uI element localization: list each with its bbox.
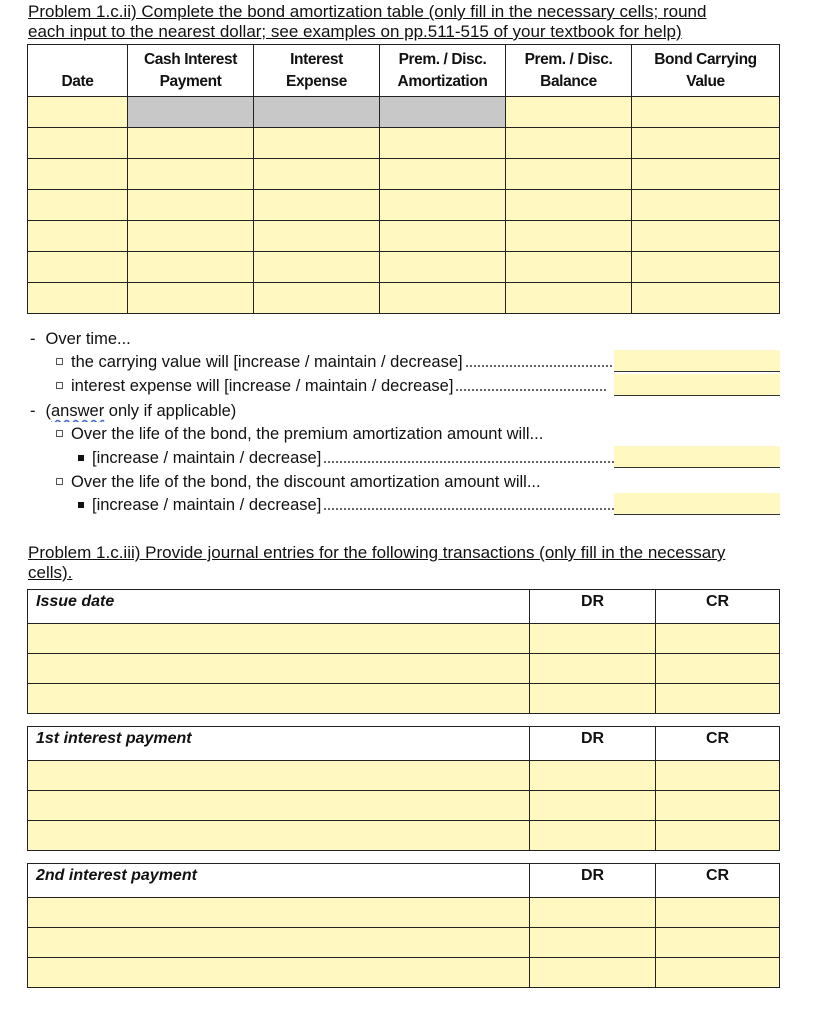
over-time-line: - Over time...: [30, 330, 131, 348]
account-cell[interactable]: [28, 958, 530, 988]
table-row: [28, 221, 780, 252]
account-cell[interactable]: [28, 624, 530, 654]
dr-header: DR: [530, 864, 656, 898]
journal-label: 2nd interest payment: [28, 864, 530, 898]
premium-options: [increase / maintain / decrease]: [78, 447, 618, 469]
cr-cell[interactable]: [656, 761, 780, 791]
input-cell[interactable]: [380, 283, 506, 314]
input-cell[interactable]: [632, 190, 780, 221]
journal-header-row: [28, 590, 780, 624]
input-cell[interactable]: [128, 190, 254, 221]
table-row: [28, 821, 780, 851]
input-cell[interactable]: [632, 159, 780, 190]
header-bond-carrying-value: Bond Carrying Value: [632, 45, 780, 97]
table-row: [28, 791, 780, 821]
premium-question: Over the life of the bond, the premium amortization amount will...: [56, 423, 543, 445]
journal-issue-date: [27, 589, 780, 714]
input-cell[interactable]: [28, 252, 128, 283]
input-cell[interactable]: [380, 128, 506, 159]
input-cell[interactable]: [506, 159, 632, 190]
cr-header: CR: [656, 864, 780, 898]
account-cell[interactable]: [28, 791, 530, 821]
cr-header: CR: [656, 727, 780, 761]
input-cell[interactable]: [380, 190, 506, 221]
problem-ii-title: Problem 1.c.ii) Complete the bond amortization table (only fill in the necessary cells; round each input to the nearest dollar; see examples on pp.511-515 of your textbook for help): [28, 2, 707, 41]
input-cell[interactable]: [254, 159, 380, 190]
cr-cell[interactable]: [656, 791, 780, 821]
discount-question: Over the life of the bond, the discount amortization amount will...: [56, 471, 541, 493]
disabled-cell: [380, 97, 506, 128]
cr-cell[interactable]: [656, 624, 780, 654]
input-cell[interactable]: [254, 190, 380, 221]
cr-cell[interactable]: [656, 958, 780, 988]
input-cell[interactable]: [28, 221, 128, 252]
answer-if-applicable-line: - (answer only if applicable): [30, 402, 237, 420]
square-bullet-icon: [56, 430, 63, 437]
header-cash-interest-payment: Cash Interest Payment: [128, 45, 254, 97]
account-cell[interactable]: [28, 928, 530, 958]
table-row: [28, 654, 780, 684]
input-cell[interactable]: [632, 221, 780, 252]
table-row: [28, 128, 780, 159]
table-row: [28, 159, 780, 190]
header-interest-expense: Interest Expense: [254, 45, 380, 97]
input-cell[interactable]: [128, 221, 254, 252]
filled-bullet-icon: [78, 502, 84, 508]
cr-header: CR: [656, 590, 780, 624]
dr-cell[interactable]: [530, 654, 656, 684]
journal-header-row: [28, 727, 780, 761]
account-cell[interactable]: [28, 654, 530, 684]
input-cell[interactable]: [28, 97, 128, 128]
account-cell[interactable]: [28, 898, 530, 928]
input-cell[interactable]: [254, 252, 380, 283]
dr-cell[interactable]: [530, 958, 656, 988]
header-date: Date: [28, 45, 128, 97]
dr-cell[interactable]: [530, 684, 656, 714]
table-row: [28, 252, 780, 283]
input-cell[interactable]: [28, 128, 128, 159]
cr-cell[interactable]: [656, 821, 780, 851]
input-cell[interactable]: [254, 283, 380, 314]
problem-iii-title: Problem 1.c.iii) Provide journal entries for the following transactions (only fill in the necessary cells).: [28, 543, 726, 582]
input-cell[interactable]: [28, 283, 128, 314]
table-row: [28, 97, 780, 128]
cr-cell[interactable]: [656, 928, 780, 958]
input-cell[interactable]: [380, 221, 506, 252]
input-cell[interactable]: [632, 252, 780, 283]
dr-cell[interactable]: [530, 624, 656, 654]
input-cell[interactable]: [28, 159, 128, 190]
dr-cell[interactable]: [530, 898, 656, 928]
journal-label: Issue date: [28, 590, 530, 624]
input-cell[interactable]: [506, 283, 632, 314]
table-row: [28, 958, 780, 988]
carrying-value-question: the carrying value will [increase / maintain / decrease]: [56, 351, 616, 373]
table-row: [28, 283, 780, 314]
input-cell[interactable]: [128, 159, 254, 190]
input-cell[interactable]: [506, 221, 632, 252]
input-cell[interactable]: [380, 159, 506, 190]
table-row: [28, 761, 780, 791]
table-row: [28, 928, 780, 958]
square-bullet-icon: [56, 478, 63, 485]
input-cell[interactable]: [632, 283, 780, 314]
journal-second-payment: [27, 863, 780, 988]
header-amortization: Prem. / Disc. Amortization: [380, 45, 506, 97]
dr-cell[interactable]: [530, 928, 656, 958]
account-cell[interactable]: [28, 761, 530, 791]
input-cell[interactable]: [128, 128, 254, 159]
journal-first-payment: [27, 726, 780, 851]
input-cell[interactable]: [254, 221, 380, 252]
dr-header: DR: [530, 590, 656, 624]
input-cell[interactable]: [128, 283, 254, 314]
input-cell[interactable]: [506, 97, 632, 128]
discount-options: [increase / maintain / decrease]: [78, 494, 618, 516]
account-cell[interactable]: [28, 684, 530, 714]
disabled-cell: [128, 97, 254, 128]
table-row: [28, 684, 780, 714]
journal-header-row: [28, 864, 780, 898]
filled-bullet-icon: [78, 455, 84, 461]
dr-cell[interactable]: [530, 821, 656, 851]
table-row: [28, 624, 780, 654]
input-cell[interactable]: [506, 190, 632, 221]
dr-cell[interactable]: [530, 761, 656, 791]
input-cell[interactable]: [28, 190, 128, 221]
square-bullet-icon: [56, 358, 63, 365]
journal-label: 1st interest payment: [28, 727, 530, 761]
cr-cell[interactable]: [656, 684, 780, 714]
input-cell[interactable]: [128, 252, 254, 283]
table-row: [28, 190, 780, 221]
interest-expense-question: interest expense will [increase / maintain / decrease]: [56, 375, 616, 397]
interest-expense-answer[interactable]: [614, 374, 780, 396]
input-cell[interactable]: [254, 128, 380, 159]
carrying-value-answer[interactable]: [614, 350, 780, 372]
amortization-header-row: [28, 45, 780, 97]
dr-cell[interactable]: [530, 791, 656, 821]
questions-section: [28, 326, 788, 522]
cr-cell[interactable]: [656, 898, 780, 928]
input-cell[interactable]: [632, 97, 780, 128]
input-cell[interactable]: [506, 128, 632, 159]
dr-header: DR: [530, 727, 656, 761]
input-cell[interactable]: [632, 128, 780, 159]
premium-answer[interactable]: [614, 446, 780, 468]
square-bullet-icon: [56, 382, 63, 389]
table-row: [28, 898, 780, 928]
header-balance: Prem. / Disc. Balance: [506, 45, 632, 97]
amortization-table: [27, 44, 780, 314]
input-cell[interactable]: [380, 252, 506, 283]
disabled-cell: [254, 97, 380, 128]
input-cell[interactable]: [506, 252, 632, 283]
discount-answer[interactable]: [614, 493, 780, 515]
cr-cell[interactable]: [656, 654, 780, 684]
account-cell[interactable]: [28, 821, 530, 851]
